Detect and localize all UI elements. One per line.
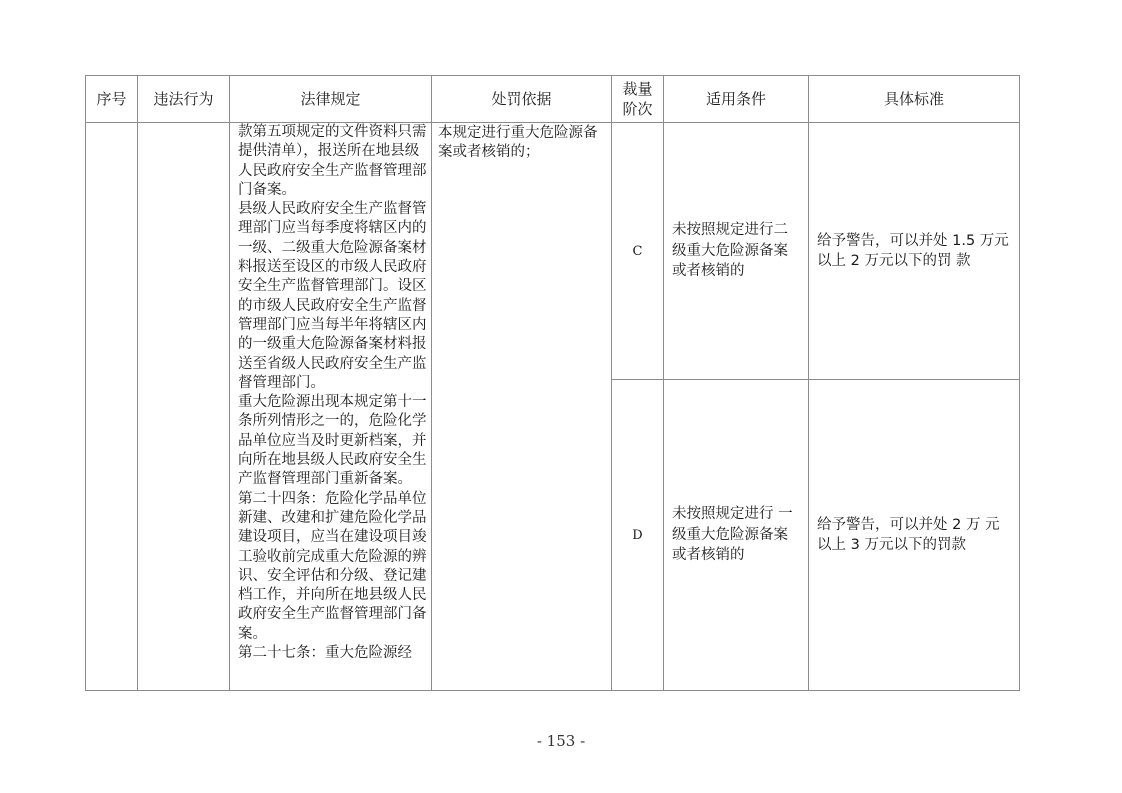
law-paragraph: 第二十四条：危险化学品单位新建、改建和扩建危险化学品建设项目，应当在建设项目竣工验收前完成重大危险源的辨识、安全评估和分级、登记建档工作，并向所在地县级人民政府安全生产监督管理部门备案。 — [238, 490, 427, 642]
condition-cell — [664, 380, 809, 691]
violation-cell — [138, 123, 230, 691]
header-level-line1: 裁量 — [622, 80, 653, 98]
condition-text: 未按照规定进行 一级重大危险源备案或者核销的 — [672, 506, 793, 564]
header-violation: 违法行为 — [138, 76, 230, 123]
seq-cell — [86, 123, 138, 691]
standard-text: 给予警告，可以并处 1.5 万元以上 2 万元以下的罚 款 — [817, 232, 1009, 269]
law-paragraph: 县级人民政府安全生产监督管理部门应当每季度将辖区内的一级、二级重大危险源备案材料报送至设区的市级人民政府安全生产监督管理部门。设区的市级人民政府安全生产监督管理部门应当每半年将辖区内的一级重大危险源备案材料报送至省级人民政府安全生产监督管理部门。 — [238, 201, 427, 391]
basis-text: 本规定进行重大危险源备案或者核销的； — [438, 125, 598, 161]
header-row — [86, 76, 1020, 123]
header-level — [612, 76, 664, 123]
header-law: 法律规定 — [230, 76, 432, 123]
law-paragraph: 款第五项规定的文件资料只需提供清单），报送所在地县级人民政府安全生产监督管理部门备案。 — [238, 124, 427, 198]
header-standard: 具体标准 — [809, 76, 1020, 123]
law-paragraph: 第二十七条：重大危险源经 — [238, 645, 412, 662]
law-paragraph: 重大危险源出现本规定第十一条所列情形之一的，危险化学品单位应当及时更新档案，并向所在地县级人民政府安全生产监督管理部门重新备案。 — [238, 394, 427, 488]
header-seq: 序号 — [86, 76, 138, 123]
condition-text: 未按照规定进行二级重大危险源备案或者核销的 — [672, 222, 788, 280]
condition-cell — [664, 123, 809, 380]
table-row — [86, 123, 1020, 380]
header-basis: 处罚依据 — [432, 76, 612, 123]
level-cell: D — [612, 380, 664, 691]
header-level-line2: 阶次 — [622, 100, 653, 118]
header-condition: 适用条件 — [664, 76, 809, 123]
standard-text: 给予警告，可以并处 2 万 元以上 3 万元以下的罚款 — [817, 516, 1000, 553]
standard-cell — [809, 123, 1020, 380]
law-cell — [230, 123, 432, 691]
penalty-standard-table — [85, 75, 1020, 691]
basis-cell — [432, 123, 612, 691]
standard-cell — [809, 380, 1020, 691]
level-cell: C — [612, 123, 664, 380]
page-number: - 153 - — [536, 732, 586, 750]
